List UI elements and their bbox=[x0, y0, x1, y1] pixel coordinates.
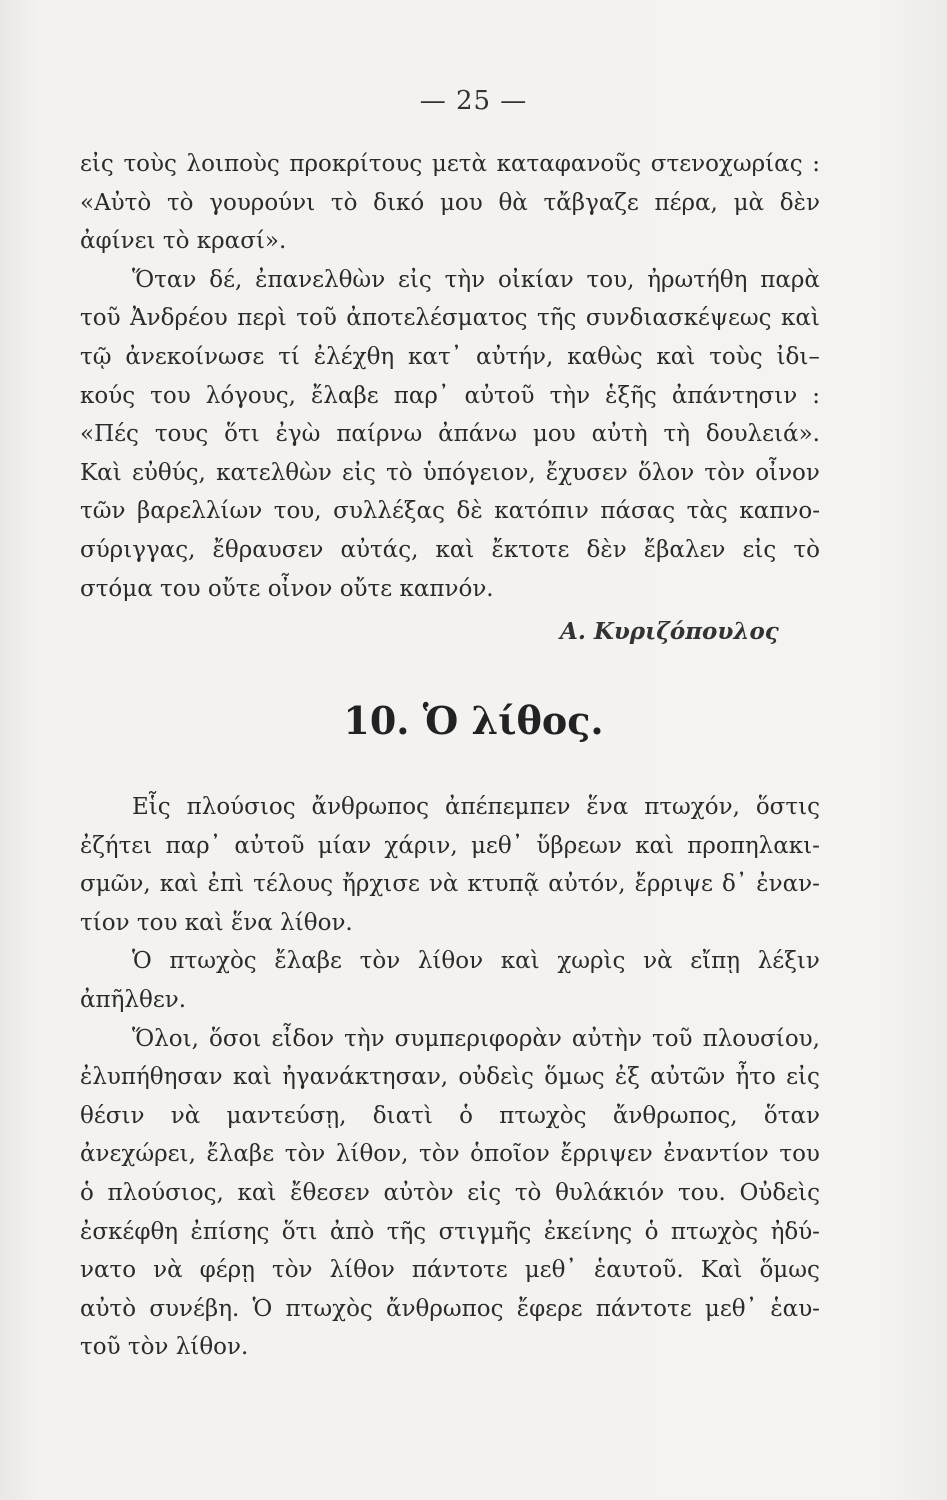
text-block-the-stone bbox=[80, 788, 820, 1367]
text-line: εἰς τοὺς λοιποὺς προκρίτους μετὰ καταφανοῦς στενοχωρίας : bbox=[80, 151, 820, 177]
text-line: ἀφίνει τὸ κρασί». bbox=[80, 228, 287, 255]
text-line: ἐσκέφθη ἐπίσης ὅτι ἀπὸ τῆς στιγμῆς ἐκείνης ὁ πτωχὸς ἠδύ- bbox=[80, 1218, 820, 1245]
text-line: Ὁ πτωχὸς ἔλαβε τὸν λίθον καὶ χωρὶς νὰ εἴπῃ λέξιν bbox=[132, 948, 820, 975]
text-line: τῶν βαρελλίων του, συλλέξας δὲ κατόπιν πάσας τὰς καπνο- bbox=[80, 498, 820, 525]
text-line: τοῦ τὸν λίθον. bbox=[80, 1334, 249, 1361]
text-line: «Πές τους ὅτι ἐγὼ παίρνω ἀπάνω μου αὐτὴ τὴ δουλειά». bbox=[80, 421, 820, 448]
page-number: — 25 — bbox=[419, 86, 528, 116]
text-line: Εἷς πλούσιος ἄνθρωπος ἀπέπεμπεν ἕνα πτωχόν, ὅστις bbox=[132, 794, 820, 820]
text-line: τῷ ἀνεκοίνωσε τί ἐλέχθη κατ᾽ αὐτήν, καθὼς καὶ τοὺς ἰδι– bbox=[80, 343, 820, 370]
text-line: ἀπῆλθεν. bbox=[80, 986, 187, 1013]
text-line: Ὅλοι, ὅσοι εἶδον τὴν συμπεριφορὰν αὐτὴν τοῦ πλουσίου, bbox=[132, 1025, 820, 1052]
text-line: κούς του λόγους, ἔλαβε παρ᾽ αὐτοῦ τὴν ἑξῆς ἀπάντησιν : bbox=[80, 382, 820, 409]
text-block-story-ending bbox=[80, 145, 820, 608]
text-line: τοῦ Ἀνδρέου περὶ τοῦ ἀποτελέσματος τῆς συνδιασκέψεως καὶ bbox=[80, 305, 820, 332]
text-line: Καὶ εὐθύς, κατελθὼν εἰς τὸ ὑπόγειον, ἔχυσεν ὅλον τὸν οἶνον bbox=[80, 459, 820, 486]
text-line: «Αὐτὸ τὸ γουρούνι τὸ δικό μου θὰ τἄβγαζε πέρα, μὰ δὲν bbox=[80, 189, 820, 216]
text-line: στόμα του οὔτε οἶνον οὔτε καπνόν. bbox=[80, 575, 494, 602]
text-line: ἐλυπήθησαν καὶ ἠγανάκτησαν, οὐδεὶς ὅμως ἐξ αὐτῶν ἦτο εἰς bbox=[80, 1064, 820, 1091]
text-line: Ὅταν δέ, ἐπανελθὼν εἰς τὴν οἰκίαν του, ἠρωτήθη παρὰ bbox=[132, 266, 820, 293]
text-line: νατο νὰ φέρῃ τὸν λίθον πάντοτε μεθ᾽ ἑαυτοῦ. Καὶ ὅμως bbox=[80, 1257, 820, 1284]
text-line: αὐτὸ συνέβη. Ὁ πτωχὸς ἄνθρωπος ἔφερε πάντοτε μεθ᾽ ἑαυ- bbox=[80, 1295, 820, 1322]
text-line: θέσιν νὰ μαντεύσῃ, διατὶ ὁ πτωχὸς ἄνθρωπος, ὅταν bbox=[80, 1102, 820, 1129]
text-line: ἀνεχώρει, ἔλαβε τὸν λίθον, τὸν ὁποῖον ἔρριψεν ἐναντίον του bbox=[80, 1141, 820, 1168]
text-line: σύριγγας, ἔθραυσεν αὐτάς, καὶ ἔκτοτε δὲν ἔβαλεν εἰς τὸ bbox=[80, 536, 820, 563]
text-line: τίον του καὶ ἕνα λίθον. bbox=[80, 909, 353, 936]
text-line: σμῶν, καὶ ἐπὶ τέλους ἤρχισε νὰ κτυπᾷ αὐτόν, ἔρριψε δ᾽ ἐναν- bbox=[80, 871, 820, 898]
author-signature: Α. Κυριζόπουλος bbox=[560, 618, 779, 645]
text-line: ἐζήτει παρ᾽ αὐτοῦ μίαν χάριν, μεθ᾽ ὕβρεων καὶ προπηλακι- bbox=[80, 832, 820, 859]
text-line: ὁ πλούσιος, καὶ ἔθεσεν αὐτὸν εἰς τὸ θυλάκιόν του. Οὐδεὶς bbox=[80, 1179, 820, 1206]
section-heading: 10. Ὁ λίθος. bbox=[343, 698, 604, 743]
